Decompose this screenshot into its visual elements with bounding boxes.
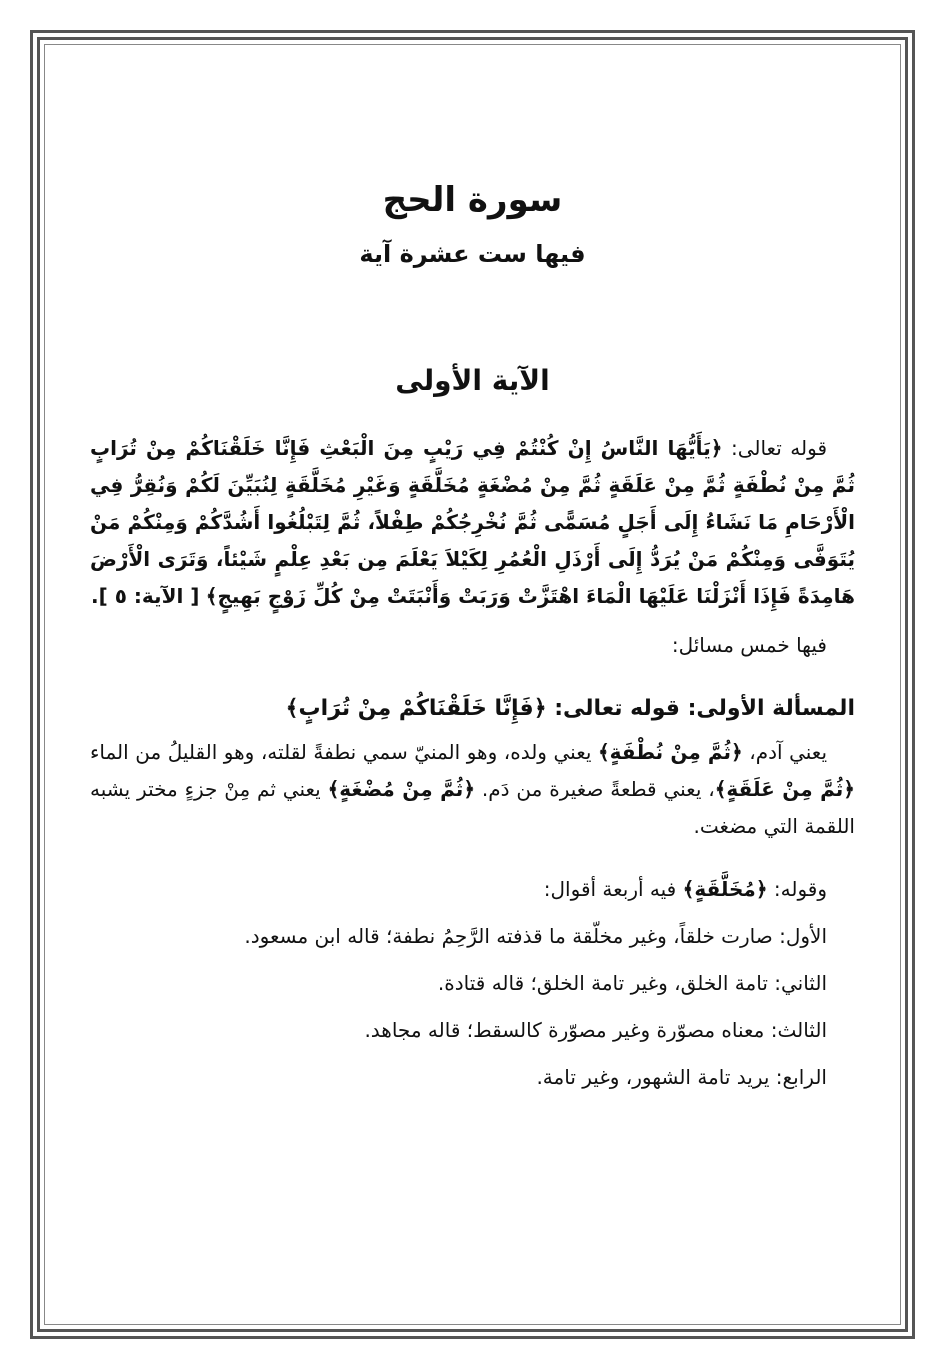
quran-quote: ثُمَّ مِنْ عَلَقَةٍ bbox=[726, 777, 844, 801]
text-segment: ، يعني قطعةً صغيرة من دَم. bbox=[475, 777, 715, 801]
masala-quote: فَإِنَّا خَلَقْنَاكُمْ مِنْ تُرَابٍ bbox=[298, 696, 534, 721]
surah-subtitle: فيها ست عشرة آية bbox=[359, 240, 586, 268]
sayings-intro bbox=[90, 871, 855, 908]
masail-intro: فيها خمس مسائل: bbox=[671, 633, 827, 657]
quran-close-bracket: ﴾ bbox=[682, 877, 695, 901]
saying-1: الأول: صارت خلقاً، وغير مخلّقة ما قذفته الرَّحِمُ نطفة؛ قاله ابن مسعود. bbox=[244, 924, 827, 948]
masala-heading bbox=[90, 690, 855, 728]
quran-open-bracket: ﴿ bbox=[843, 777, 855, 801]
quran-close-bracket: ﴾ bbox=[327, 777, 340, 801]
quran-open-bracket: ﴿ bbox=[463, 777, 476, 801]
quran-quote: ثُمَّ مِنْ نُطْفَةٍ bbox=[609, 740, 732, 764]
saying-2: الثاني: تامة الخلق، وغير تامة الخلق؛ قاله قتادة. bbox=[437, 971, 827, 995]
quran-open-bracket: ﴿ bbox=[731, 740, 743, 764]
quran-open-bracket: ﴿ bbox=[533, 696, 547, 721]
quran-open-bracket: ﴿ bbox=[755, 877, 768, 901]
saying-3: الثالث: معناه مصوّرة وغير مصوّرة كالسقط؛ قاله مجاهد. bbox=[364, 1018, 827, 1042]
quran-close-bracket: ﴾ bbox=[285, 696, 299, 721]
verse-reference: [ الآية: ٥ ]. bbox=[91, 584, 200, 608]
quran-quote: مُخَلَّقَةٍ bbox=[694, 877, 756, 901]
text-segment: فيه أربعة أقوال: bbox=[543, 877, 683, 901]
quran-close-bracket: ﴾ bbox=[597, 740, 610, 764]
saying-4: الرابع: يريد تامة الشهور، وغير تامة. bbox=[536, 1065, 827, 1089]
text-segment: يعني ثم مِنْ جزءٍ مختر يشبه اللقمة التي مضغت. bbox=[90, 777, 855, 838]
verse-intro: قوله تعالى: bbox=[722, 436, 827, 460]
explanation-paragraph bbox=[90, 734, 855, 845]
verse-paragraph bbox=[90, 430, 855, 615]
quran-quote: ثُمَّ مِنْ مُضْغَةٍ bbox=[339, 777, 464, 801]
text-segment: وقوله: bbox=[767, 877, 827, 901]
verse-text: يَأَيُّهَا النَّاسُ إِنْ كُنْتُمْ فِي رَيْبٍ مِنَ الْبَعْثِ فَإِنَّا خَلَقْنَاكُمْ مِنْ تُرَابٍ ثُمَّ مِنْ نُطْفَةٍ ثُمَّ مِنْ عَلَقَةٍ ثُمَّ مِنْ مُضْغَةٍ مُخَلَّقَةٍ وَغَيْرِ مُخَلَّقَةٍ لِنُبَيِّنَ لَكُمْ وَنُقِرُّ فِي الْأَرْحَامِ مَا نَشَاءُ إِلَى أَجَلٍ مُسَمًّى ثُمَّ نُخْرِجُكُمْ طِفْلاً، ثُمَّ لِتَبْلُغُوا أَشُدَّكُمْ وَمِنْكُمْ مَنْ يُتَوَفَّى وَمِنْكُمْ مَنْ يُرَدُّ إِلَى أَرْذَلِ الْعُمُرِ لِكَيْلاَ يَعْلَمَ مِن بَعْدِ عِلْمٍ شَيْئاً، وَتَرَى الْأَرْضَ هَامِدَةً فَإِذَا أَنْزَلْنَا عَلَيْهَا الْمَاءَ اهْتَزَّتْ وَرَبَتْ وَأَنْبَتَتْ مِنْ كُلِّ زَوْجٍ بَهِيجٍ bbox=[90, 436, 855, 608]
quran-open-bracket: ﴿ bbox=[710, 436, 723, 460]
masala-label: المسألة الأولى: قوله تعالى: bbox=[546, 696, 855, 721]
surah-title: سورة الحج bbox=[382, 180, 563, 220]
text-segment: يعني آدم، bbox=[742, 740, 828, 764]
text-segment: يعني ولده، وهو المنيّ سمي نطفةً لقلته، وهو القليلُ من الماء bbox=[90, 740, 598, 764]
quran-close-bracket: ﴾ bbox=[205, 584, 218, 608]
document-page bbox=[90, 150, 855, 1310]
quran-close-bracket: ﴾ bbox=[714, 777, 727, 801]
ayah-heading: الآية الأولى bbox=[395, 364, 550, 397]
